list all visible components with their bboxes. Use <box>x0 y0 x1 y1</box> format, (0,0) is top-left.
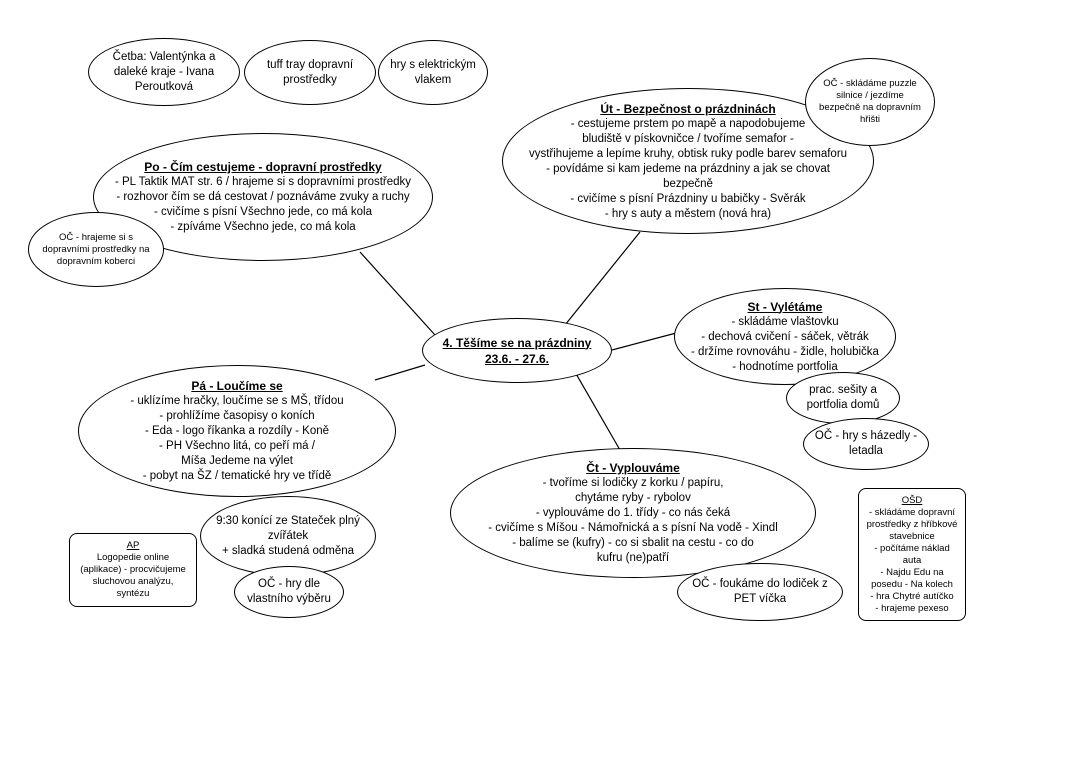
tuesday-line: - hry s auty a městem (nová hra) <box>604 207 772 220</box>
ap-line: (aplikace) - procvičujeme <box>80 564 186 575</box>
tuesday-line: - cestujeme prstem po mapě a napodobujeme <box>570 117 806 130</box>
extra-line: zvířátek <box>267 529 309 542</box>
thursday-title: Čt - Vyplouváme <box>586 461 680 475</box>
osd-line: stavebnice <box>889 530 935 542</box>
oc-line: dopravními prostředky na <box>42 243 150 255</box>
monday-line: - PL Taktik MAT str. 6 / hrajeme si s dopravními prostředky <box>114 176 412 188</box>
oc-line: bezpečně na dopravním <box>819 102 921 113</box>
monday-line: - rozhovor čím se dá cestovat / poznáváme zvuky a ruchy <box>116 191 410 203</box>
osd-line: posedu - Na kolech <box>871 578 953 590</box>
tuesday-line: - cvičíme s písní Prázdniny u babičky - Svěrák <box>570 192 806 205</box>
connector-thursday <box>575 372 620 450</box>
wednesday-oc-bubble <box>803 418 929 470</box>
oc-line: OČ - foukáme do lodiček z <box>692 578 828 590</box>
friday-oc-bubble <box>234 566 344 618</box>
wednesday-bubble <box>674 288 896 385</box>
monday-line: - cvičíme s písní Všechno jede, co má kola <box>154 206 372 218</box>
thursday-bubble <box>450 448 816 578</box>
oc-line: OČ - hry s házedly - <box>814 430 918 442</box>
thursday-line: chytáme ryby - rybolov <box>575 492 691 504</box>
ap-line: Logopedie online <box>96 552 170 563</box>
note-line: hry s elektrickým <box>390 58 476 71</box>
note-line: tuff tray dopravní <box>266 58 354 71</box>
note-line: Četba: Valentýnka a <box>112 50 216 63</box>
tuesday-oc-bubble <box>805 58 935 146</box>
note-line: prostředky <box>283 73 337 86</box>
oc-line: OČ - hry dle <box>258 578 320 590</box>
osd-line: prostředky z hříbkové <box>866 518 958 530</box>
oc-line: hřišti <box>859 114 881 125</box>
wednesday-line: - hodnotíme portfolia <box>732 360 838 373</box>
oc-line: PET víčka <box>733 593 787 605</box>
connector-friday <box>375 365 425 380</box>
osd-line: - hra Chytré autíčko <box>870 590 954 602</box>
ap-line: sluchovou analýzu, <box>92 576 174 587</box>
osd-box <box>858 488 966 621</box>
wednesday-line: - skládáme vlaštovku <box>731 315 839 328</box>
osd-heading: OŠD <box>901 494 923 506</box>
thursday-oc-bubble <box>677 563 843 621</box>
osd-line: - skládáme dopravní <box>868 506 956 518</box>
friday-line: - pobyt na ŠZ / tematické hry ve třídě <box>142 470 332 482</box>
wednesday-title: St - Vylétáme <box>747 299 823 314</box>
osd-line: - hrajeme pexeso <box>875 602 949 614</box>
note-line: Peroutková <box>134 80 194 93</box>
tuesday-line: - povídáme si kam jedeme na prázdniny a jak se chovat <box>546 162 830 175</box>
note-tuff-tray <box>244 40 376 105</box>
extra-line: + sladká studená odměna <box>221 544 355 557</box>
monday-line: - zpíváme Všechno jede, co má kola <box>170 221 356 233</box>
ap-heading: AP <box>126 540 140 551</box>
tuesday-title: Út - Bezpečnost o prázdninách <box>600 101 776 116</box>
extra-line: prac. sešity a <box>809 384 877 396</box>
center-title: 4. Těšíme se na prázdniny <box>442 335 592 350</box>
note-line: daleké kraje - Ivana <box>113 65 215 78</box>
oc-line: dopravním koberci <box>56 255 136 267</box>
friday-line: - Eda - logo říkanka a rozdíly - Koně <box>144 425 330 437</box>
osd-line: - Najdu Edu na <box>880 566 944 578</box>
ap-box <box>69 533 197 607</box>
oc-line: letadla <box>849 445 883 457</box>
connector-wednesday <box>612 332 680 350</box>
friday-line: Míša Jedeme na výlet <box>181 455 293 467</box>
note-line: vlakem <box>414 73 452 86</box>
thursday-line: - tvoříme si lodičky z korku / papíru, <box>542 477 724 489</box>
oc-line: OČ - skládáme puzzle <box>823 78 917 89</box>
tuesday-line: bludiště v pískovničce / tvoříme semafor - <box>582 132 794 145</box>
extra-line: 9:30 konící ze Stateček plný <box>216 514 360 527</box>
note-train-games <box>378 40 488 105</box>
connector-tuesday <box>565 232 640 325</box>
friday-title: Pá - Loučíme se <box>191 379 283 393</box>
friday-bubble <box>78 365 396 497</box>
wednesday-line: - držíme rovnováhu - židle, holubička <box>691 345 879 358</box>
thursday-line: kufru (ne)patří <box>596 552 670 564</box>
connector-monday <box>360 252 435 335</box>
thursday-line: - cvičíme s Míšou - Námořnická a s písní Na vodě - Xindl <box>488 522 778 534</box>
friday-line: - uklízíme hračky, loučíme se s MŠ, třídou <box>130 395 344 407</box>
osd-line: - počítáme náklad <box>874 542 950 554</box>
wednesday-line: - dechová cvičení - sáček, větrák <box>701 330 869 343</box>
oc-line: silnice / jezdíme <box>836 90 904 101</box>
oc-line: vlastního výběru <box>247 593 331 605</box>
osd-line: auta <box>902 554 922 566</box>
tuesday-line: vystřihujeme a lepíme kruhy, obtisk ruky podle barev semaforu <box>528 147 848 160</box>
ap-line: syntézu <box>116 588 150 599</box>
center-topic <box>422 318 612 383</box>
friday-line: - prohlížíme časopisy o koních <box>159 410 315 422</box>
monday-oc-bubble <box>28 212 164 287</box>
monday-title: Po - Čím cestujeme - dopravní prostředky <box>144 160 382 174</box>
wednesday-extra-bubble <box>786 372 900 424</box>
tuesday-line: bezpečně <box>663 177 713 190</box>
thursday-line: - balíme se (kufry) - co si sbalit na cestu - co do <box>512 537 754 549</box>
center-dates: 23.6. - 27.6. <box>484 351 550 366</box>
friday-extra-bubble <box>200 496 376 576</box>
note-reading <box>88 38 240 106</box>
oc-line: OČ - hrajeme si s <box>59 231 133 243</box>
thursday-line: - vyplouváme do 1. třídy - co nás čeká <box>535 507 731 519</box>
extra-line: portfolia domů <box>806 399 880 411</box>
friday-line: - PH Všechno litá, co peří má / <box>159 440 315 452</box>
